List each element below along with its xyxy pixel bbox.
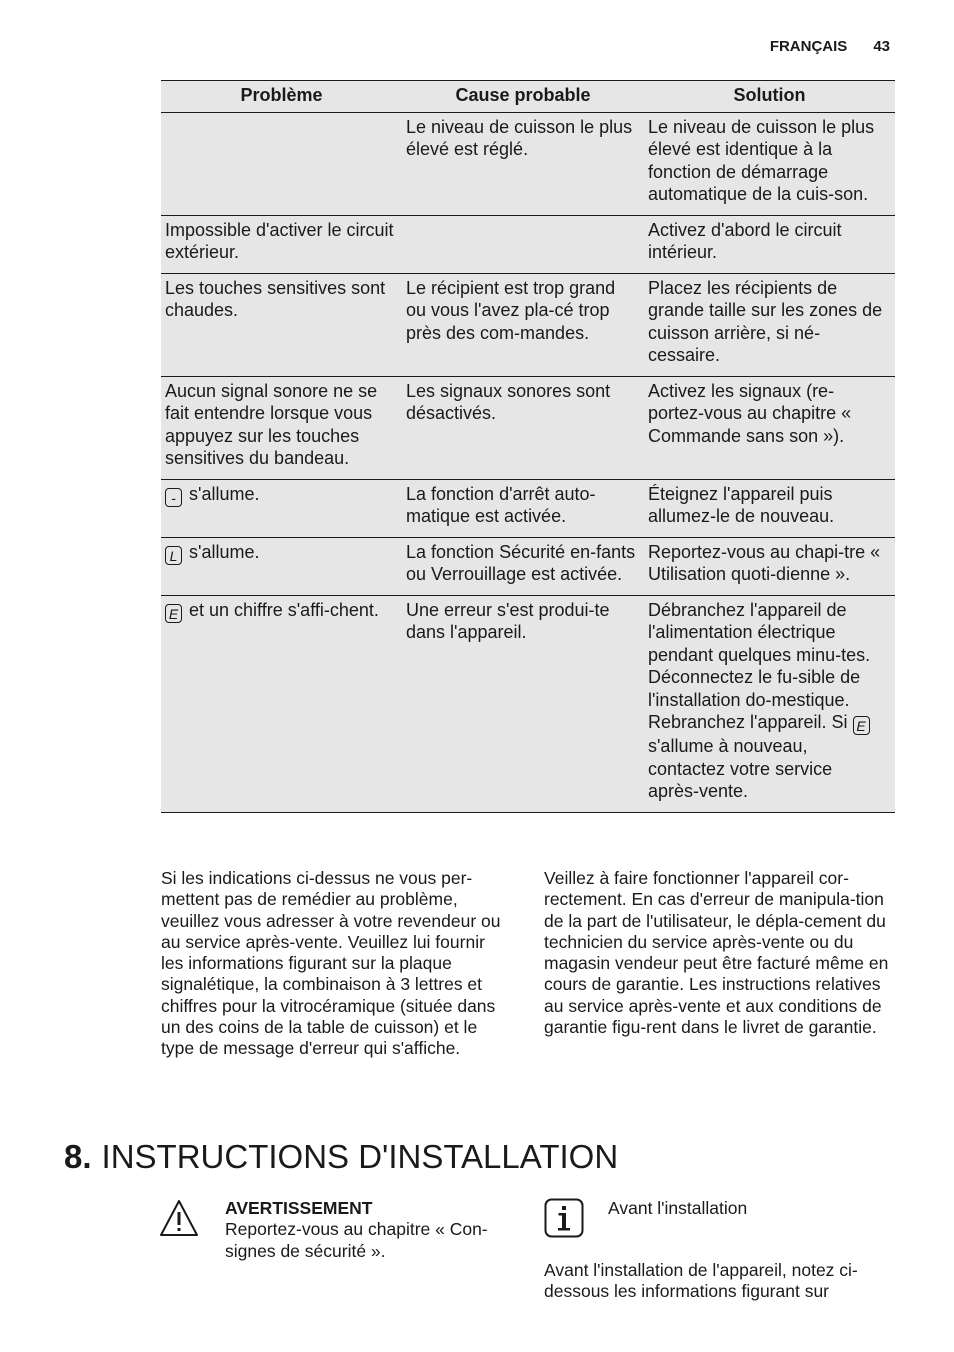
table-row (161, 376, 895, 479)
contact-service-paragraph: Si les indications ci-dessus ne vous per-mettent pas de remédier au problème, veuillez vous adresser à votre revendeur ou au service après-vente. Veuillez lui fournir les informations figurant sur la plaque signalétique, la combinaison à 3 lettres et chiffres pour la vitrocéramique (située dans un des coins de la table de cuisson) et le type de message d'erreur qui s'affiche. (161, 868, 501, 1059)
chapter-title-text: INSTRUCTIONS D'INSTALLATION (101, 1138, 619, 1175)
problem-cell: Aucun signal sonore ne se fait entendre lorsque vous appuyez sur les touches sensitives du bandeau. (161, 376, 402, 479)
cause-cell: La fonction Sécurité en-fants ou Verrouillage est activée. (402, 537, 644, 595)
installation-paragraph: Avant l'installation de l'appareil, notez ci-dessous les informations figurant sur (544, 1260, 858, 1302)
info-label: Avant l'installation (608, 1198, 748, 1218)
column-header-problem: Problème (161, 81, 402, 113)
problem-cell: Impossible d'activer le circuit extérieur. (161, 215, 402, 273)
solution-text-after: s'allume à nouveau, contactez votre service après-vente. (648, 736, 833, 801)
display-error-symbol-icon: E (853, 716, 870, 735)
solution-cell: Le niveau de cuisson le plus élevé est identique à la fonction de démarrage automatique de la cuis-son. (644, 112, 895, 215)
cause-cell: Les signaux sonores sont désactivés. (402, 376, 644, 479)
page-header (770, 38, 890, 55)
troubleshooting-table (161, 80, 895, 813)
table-header-row (161, 81, 895, 113)
problem-cell: Les touches sensitives sont chaudes. (161, 273, 402, 376)
solution-cell: Placez les récipients de grande taille sur les zones de cuisson arrière, si né-cessaire. (644, 273, 895, 376)
problem-cell (161, 479, 402, 537)
warning-block (225, 1198, 520, 1262)
problem-text: et un chiffre s'affi-chent. (189, 599, 379, 620)
table-row (161, 479, 895, 537)
page-number: 43 (873, 38, 890, 55)
warning-title: AVERTISSEMENT (225, 1198, 373, 1218)
display-error-symbol-icon: E (165, 604, 182, 623)
info-icon (544, 1198, 584, 1238)
cause-cell: Une erreur s'est produi-te dans l'appareil. (402, 595, 644, 812)
solution-cell: Activez les signaux (re-portez-vous au chapitre « Commande sans son »). (644, 376, 895, 479)
problem-cell (161, 595, 402, 812)
warning-text: Reportez-vous au chapitre « Con-signes de sécurité ». (225, 1219, 488, 1261)
warranty-paragraph: Veillez à faire fonctionner l'appareil cor-rectement. En cas d'erreur de manipula-tion de la part de l'utilisateur, le dépla-cement du technicien du service après-vente ou du magasin vendeur peut être facturé même en cours de garantie. Les instructions relatives au service après-vente et aux conditions de garantie figu-rent dans le livret de garantie. (544, 868, 889, 1038)
table-row (161, 112, 895, 215)
cause-cell: Le récipient est trop grand ou vous l'avez pla-cé trop près des com-mandes. (402, 273, 644, 376)
problem-text: s'allume. (189, 483, 260, 504)
table-row (161, 537, 895, 595)
display-lock-symbol-icon: L (165, 546, 182, 565)
column-header-cause: Cause probable (402, 81, 644, 113)
cause-cell (402, 215, 644, 273)
solution-cell: Activez d'abord le circuit intérieur. (644, 215, 895, 273)
warning-triangle-icon (159, 1199, 199, 1237)
problem-cell (161, 112, 402, 215)
chapter-title (64, 1138, 618, 1176)
language-label: FRANÇAIS (769, 38, 848, 55)
table-row (161, 273, 895, 376)
problem-cell (161, 537, 402, 595)
table-row (161, 215, 895, 273)
column-header-solution: Solution (644, 81, 895, 113)
solution-cell: Reportez-vous au chapi-tre « Utilisation quoti-dienne ». (644, 537, 895, 595)
solution-text: Débranchez l'appareil de l'alimentation électrique pendant quelques minu-tes. Déconnectez le fu-sible de l'installation do-mestique. Rebranchez l'appareil. Si (648, 599, 871, 732)
cause-cell: Le niveau de cuisson le plus élevé est réglé. (402, 112, 644, 215)
solution-cell: Éteignez l'appareil puis allumez-le de nouveau. (644, 479, 895, 537)
chapter-number: 8. (64, 1138, 92, 1175)
table-row (161, 595, 895, 812)
solution-cell (644, 595, 895, 812)
problem-text: s'allume. (189, 541, 260, 562)
cause-cell: La fonction d'arrêt auto-matique est activée. (402, 479, 644, 537)
display-dash-symbol-icon: - (165, 488, 182, 507)
